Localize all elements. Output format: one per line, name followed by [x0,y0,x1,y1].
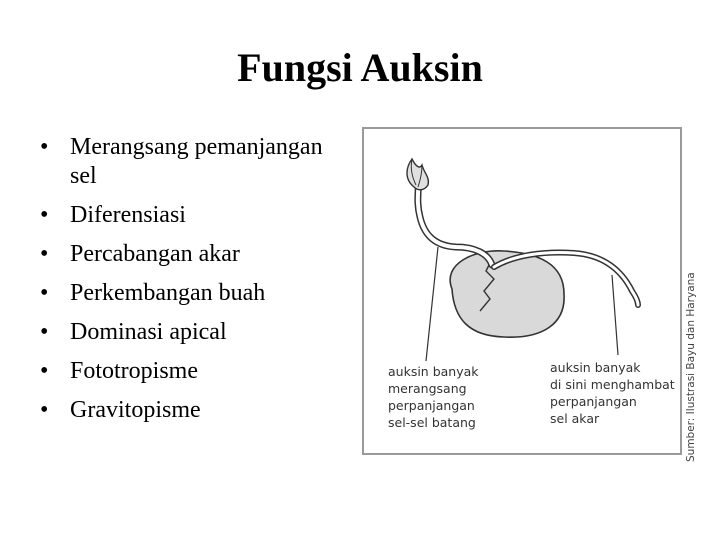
seedling-figure [362,127,682,455]
bullet-item [40,201,340,230]
bullet-icon: • [40,397,49,423]
bullet-icon: • [40,319,49,345]
slide-title: Fungsi Auksin [237,45,483,90]
bullet-text: Perkembangan buah [70,280,266,306]
pointer-line-left [426,247,438,361]
bullet-item [40,240,340,269]
bullet-icon: • [40,241,49,267]
bullet-item [40,279,340,308]
bullet-icon: • [40,202,49,228]
bullet-text: Fototropisme [70,358,199,384]
shoot-bud [407,159,428,190]
bullet-text: Gravitopisme [70,397,201,423]
bullet-text: Percabangan akar [70,241,240,267]
bullet-item [40,133,340,191]
bullet-icon: • [40,280,49,306]
bullet-text: Diferensiasi [70,202,186,228]
bullet-icon: • [40,358,49,384]
image-credit: Sumber: Ilustrasi Bayu dan Haryana [685,272,697,462]
bullet-text: Merangsang pemanjangan sel [70,134,323,189]
bullet-list [40,133,340,435]
bullet-item [40,318,340,347]
pointer-line-right [612,275,618,355]
figure-label-stem: auksin banyak merangsang perpanjangan sel-sel batang [388,364,479,430]
bullet-item [40,396,340,425]
figure-label-root: auksin banyak di sini menghambat perpanjangan sel akar [550,360,675,426]
bullet-icon: • [40,134,49,160]
bullet-text: Dominasi apical [70,319,227,345]
bullet-item [40,357,340,386]
